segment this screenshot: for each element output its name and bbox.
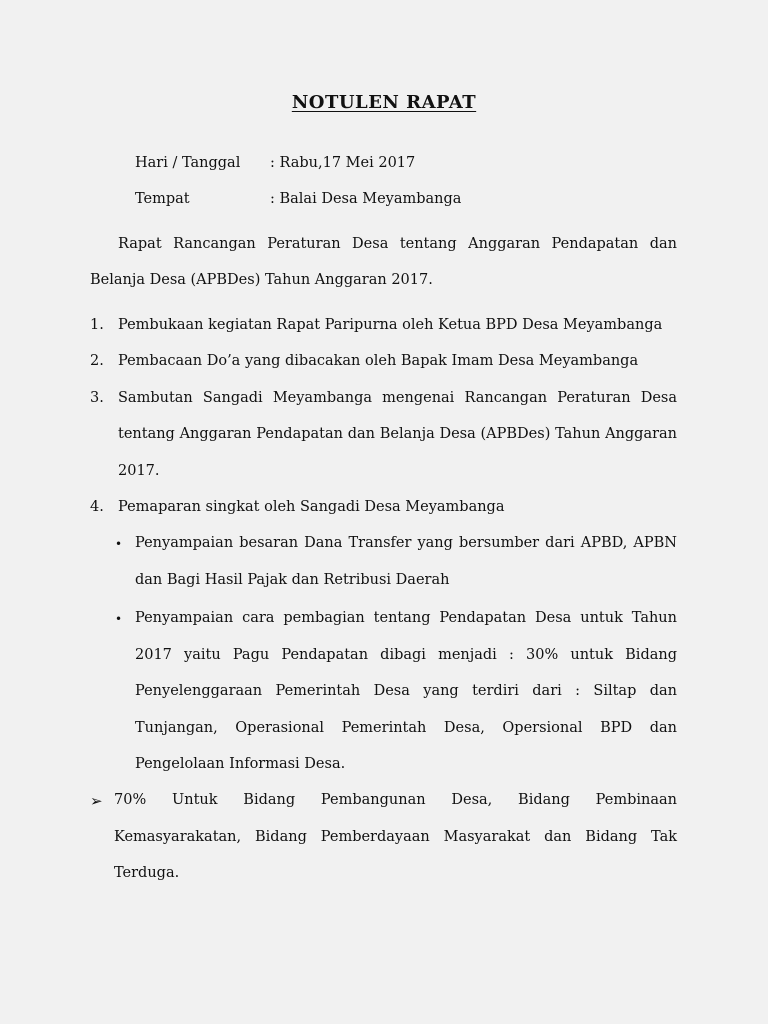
intro-line-2: Belanja Desa (APBDes) Tahun Anggaran 2017. [90, 272, 433, 288]
arrow-bullet-icon: ➢ [90, 792, 103, 810]
item-3-number: 3. [90, 390, 104, 406]
bullet-1-line-1: Penyampaian besaran Dana Transfer yang bersumber dari APBD, APBN [135, 535, 677, 551]
item-1-number: 1. [90, 317, 104, 333]
bullet-2-line-4: Tunjangan, Operasional Pemerintah Desa, Opersional BPD dan [135, 720, 677, 736]
bullet-2-symbol: • [115, 612, 123, 626]
item-2-number: 2. [90, 353, 104, 369]
item-1-text: Pembukaan kegiatan Rapat Paripurna oleh Ketua BPD Desa Meyambanga [118, 317, 663, 333]
item-4-text: Pemaparan singkat oleh Sangadi Desa Meyambanga [118, 499, 505, 515]
bullet-1-symbol: • [115, 537, 123, 551]
bullet-2-line-3: Penyelenggaraan Pemerintah Desa yang terdiri dari : Siltap dan [135, 683, 677, 699]
intro-line-1: Rapat Rancangan Peraturan Desa tentang Anggaran Pendapatan dan [118, 236, 677, 252]
date-label: Hari / Tanggal [135, 155, 241, 171]
item-3-line-2: tentang Anggaran Pendapatan dan Belanja Desa (APBDes) Tahun Anggaran [118, 426, 677, 442]
arrow-item-line-3: Terduga. [114, 865, 180, 881]
place-value: : Balai Desa Meyambanga [270, 191, 462, 207]
place-label: Tempat [135, 191, 190, 207]
arrow-item-line-1: 70% Untuk Bidang Pembangunan Desa, Bidang Pembinaan [114, 792, 677, 808]
bullet-2-line-2: 2017 yaitu Pagu Pendapatan dibagi menjadi : 30% untuk Bidang [135, 647, 677, 663]
date-value: : Rabu,17 Mei 2017 [270, 155, 416, 171]
item-3-line-3: 2017. [118, 463, 160, 479]
item-4-number: 4. [90, 499, 104, 515]
bullet-2-line-5: Pengelolaan Informasi Desa. [135, 756, 346, 772]
item-2-text: Pembacaan Do’a yang dibacakan oleh Bapak Imam Desa Meyambanga [118, 353, 639, 369]
bullet-2-line-1: Penyampaian cara pembagian tentang Pendapatan Desa untuk Tahun [135, 610, 677, 626]
arrow-item-line-2: Kemasyarakatan, Bidang Pemberdayaan Masyarakat dan Bidang Tak [114, 829, 677, 845]
document-title: NOTULEN RAPAT [291, 92, 477, 113]
item-3-line-1: Sambutan Sangadi Meyambanga mengenai Rancangan Peraturan Desa [118, 390, 677, 406]
bullet-1-line-2: dan Bagi Hasil Pajak dan Retribusi Daerah [135, 572, 450, 588]
